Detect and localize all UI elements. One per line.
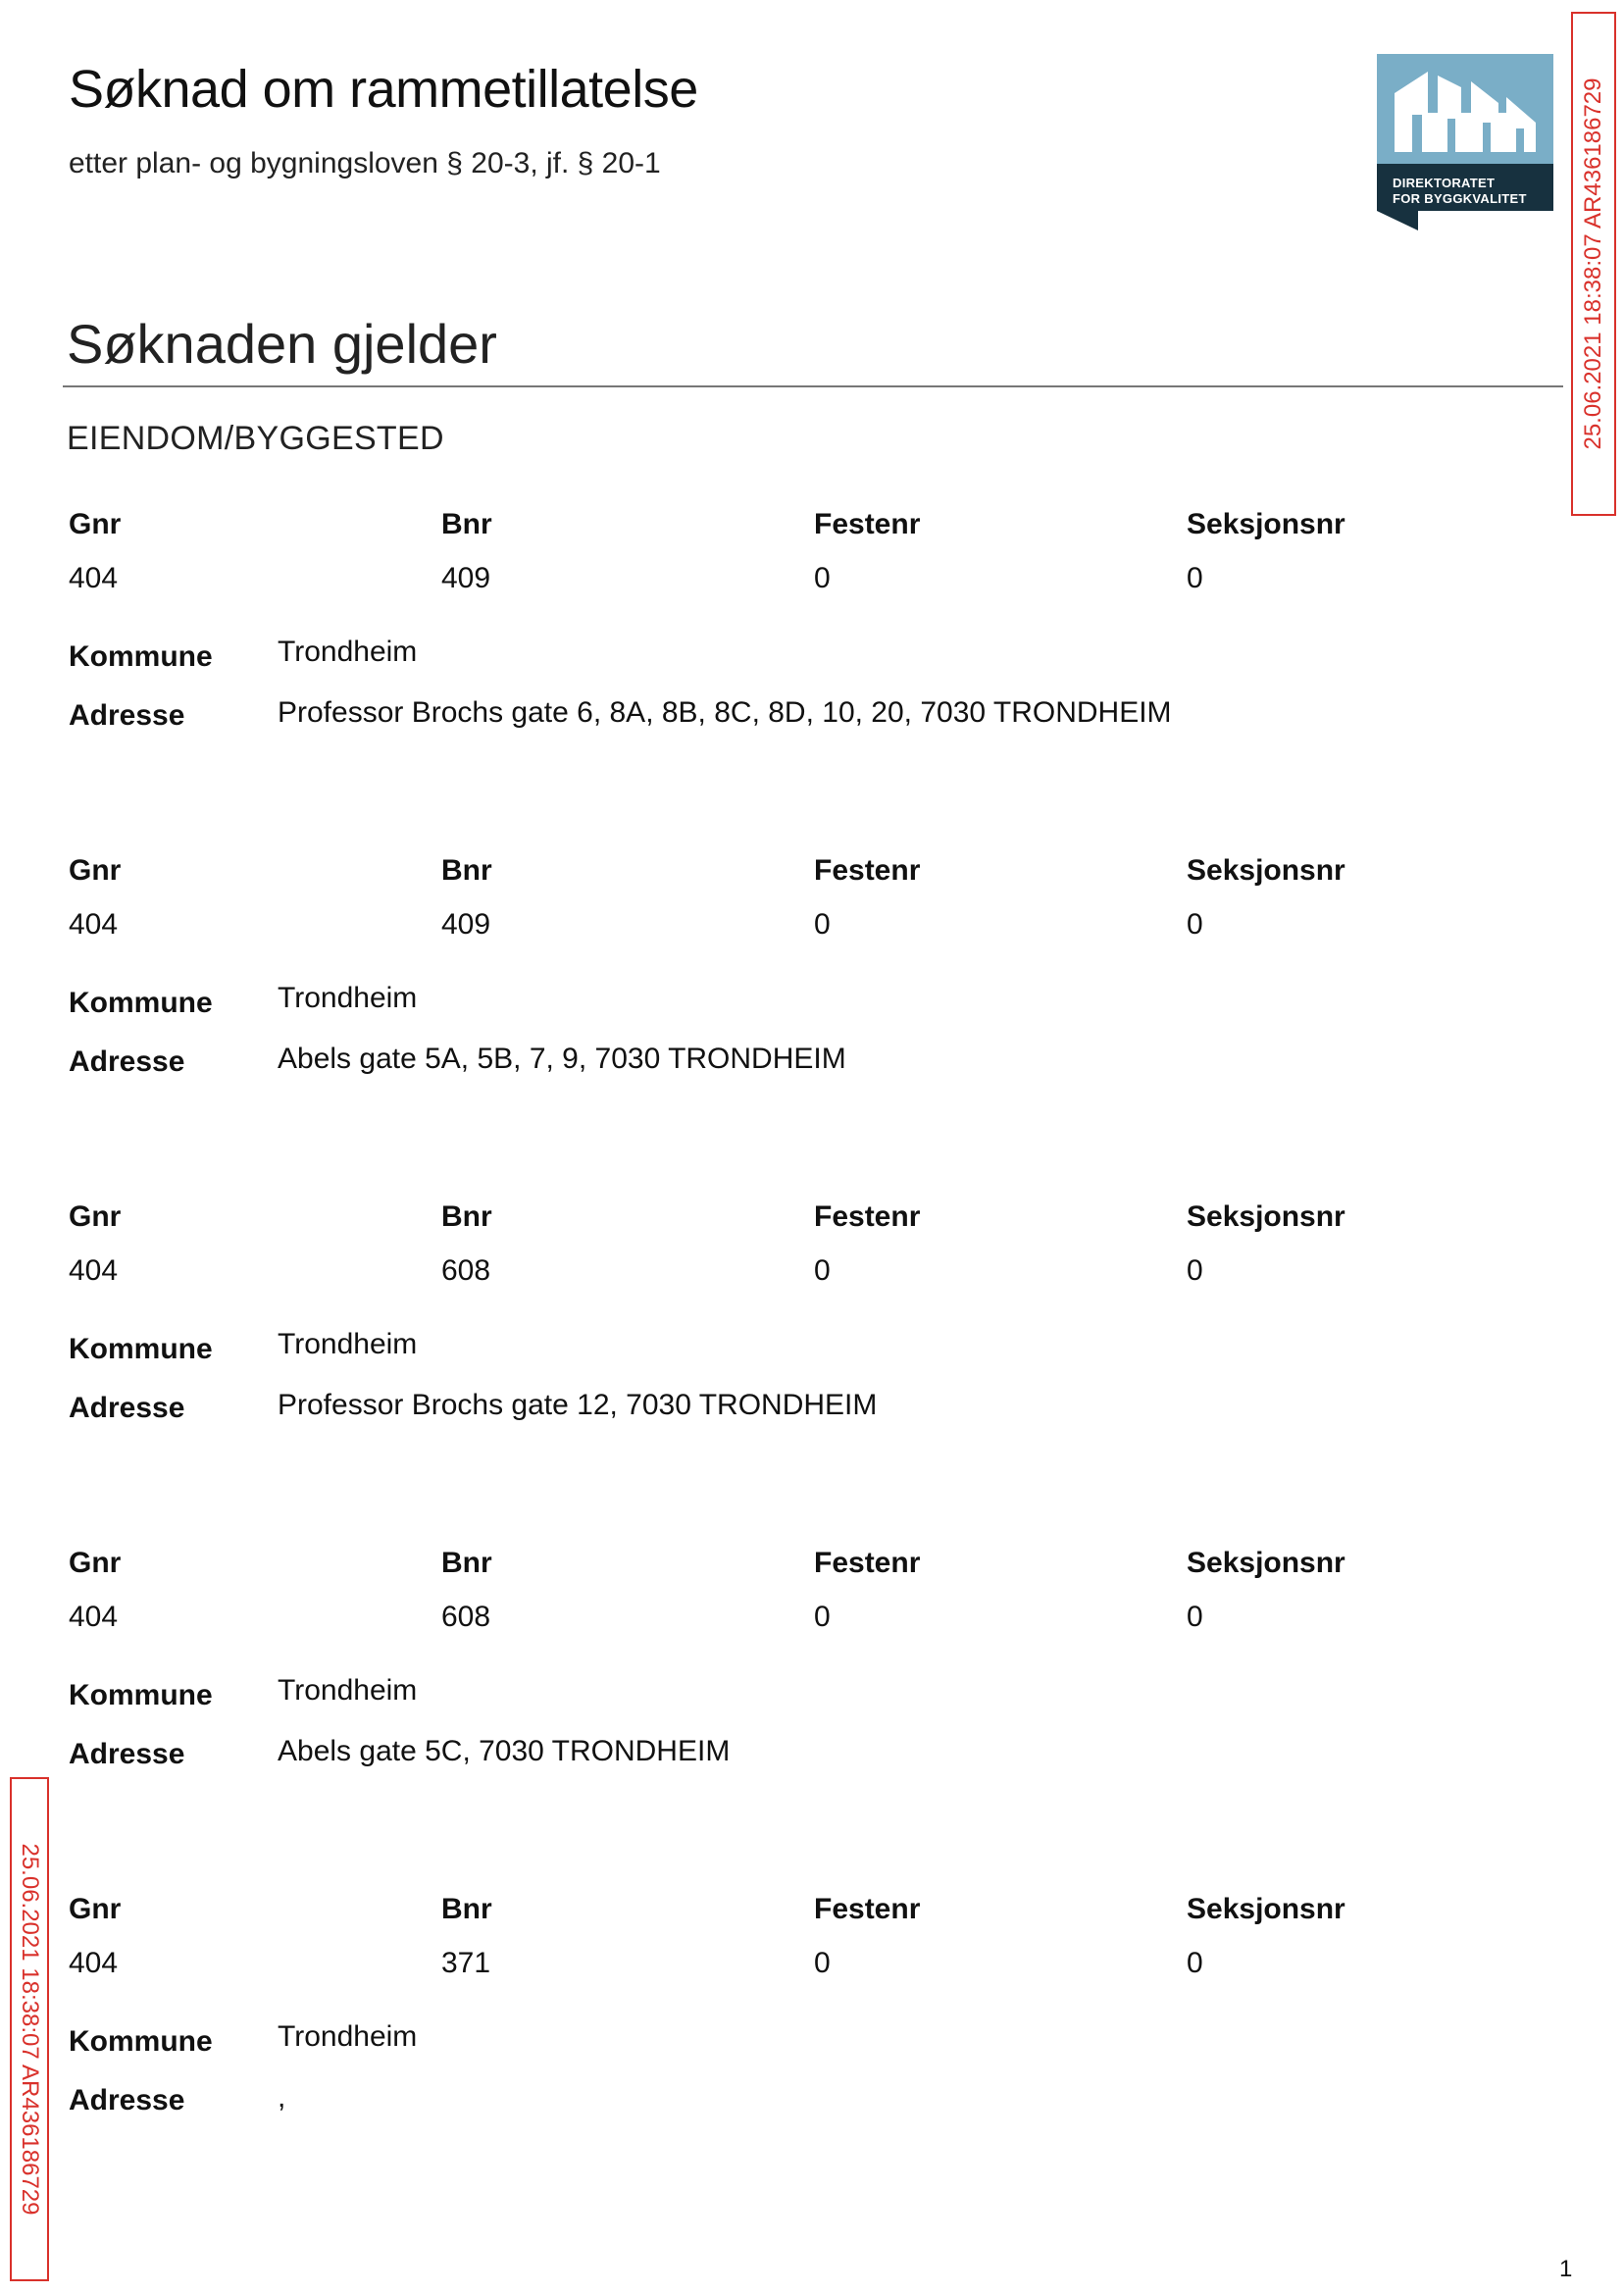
festenr-label: Festenr bbox=[814, 508, 921, 540]
seksjonsnr-label: Seksjonsnr bbox=[1187, 1547, 1345, 1579]
adresse-label: Adresse bbox=[69, 699, 185, 732]
seksjonsnr-label: Seksjonsnr bbox=[1187, 1893, 1345, 1925]
adresse-label: Adresse bbox=[69, 1392, 185, 1424]
bnr-label: Bnr bbox=[441, 1547, 492, 1579]
bnr-label: Bnr bbox=[441, 1893, 492, 1925]
kommune-value: Trondheim bbox=[278, 2020, 418, 2053]
kommune-label: Kommune bbox=[69, 1333, 213, 1365]
bnr-label: Bnr bbox=[441, 854, 492, 887]
adresse-value: Abels gate 5A, 5B, 7, 9, 7030 TRONDHEIM bbox=[278, 1043, 846, 1075]
gnr-label: Gnr bbox=[69, 1547, 122, 1579]
seksjonsnr-value: 0 bbox=[1187, 1601, 1203, 1633]
page-number: 1 bbox=[1559, 2256, 1573, 2282]
gnr-value: 404 bbox=[69, 562, 119, 594]
festenr-value: 0 bbox=[814, 1947, 831, 1979]
kommune-label: Kommune bbox=[69, 1679, 213, 1711]
gnr-value: 404 bbox=[69, 908, 119, 941]
kommune-value: Trondheim bbox=[278, 1328, 418, 1360]
bnr-value: 608 bbox=[441, 1254, 491, 1287]
bnr-label: Bnr bbox=[441, 508, 492, 540]
gnr-value: 404 bbox=[69, 1947, 119, 1979]
seksjonsnr-value: 0 bbox=[1187, 908, 1203, 941]
adresse-label: Adresse bbox=[69, 1045, 185, 1078]
document-title: Søknad om rammetillatelse bbox=[69, 60, 698, 119]
festenr-label: Festenr bbox=[814, 854, 921, 887]
logo-text-line1: DIREKTORATET bbox=[1393, 176, 1496, 190]
document-subtitle: etter plan- og bygningsloven § 20-3, jf. § 20-1 bbox=[69, 147, 661, 179]
logo-buildings-icon bbox=[1377, 54, 1553, 164]
logo-tab-icon bbox=[1377, 211, 1553, 240]
bnr-value: 608 bbox=[441, 1601, 491, 1633]
festenr-value: 0 bbox=[814, 908, 831, 941]
receipt-stamp-right bbox=[1571, 12, 1616, 516]
section-title: Søknaden gjelder bbox=[67, 313, 497, 375]
festenr-value: 0 bbox=[814, 1601, 831, 1633]
section-divider bbox=[63, 385, 1563, 387]
dibk-logo bbox=[1377, 54, 1553, 240]
property-block bbox=[69, 854, 1520, 1109]
adresse-value: , bbox=[278, 2081, 286, 2114]
festenr-label: Festenr bbox=[814, 1547, 921, 1579]
adresse-value: Professor Brochs gate 12, 7030 TRONDHEIM bbox=[278, 1389, 878, 1421]
adresse-value: Professor Brochs gate 6, 8A, 8B, 8C, 8D, 10, 20, 7030 TRONDHEIM bbox=[278, 696, 1172, 729]
kommune-value: Trondheim bbox=[278, 982, 418, 1014]
kommune-label: Kommune bbox=[69, 2025, 213, 2058]
kommune-label: Kommune bbox=[69, 640, 213, 673]
gnr-value: 404 bbox=[69, 1601, 119, 1633]
kommune-value: Trondheim bbox=[278, 1674, 418, 1707]
seksjonsnr-value: 0 bbox=[1187, 1254, 1203, 1287]
adresse-label: Adresse bbox=[69, 2084, 185, 2116]
seksjonsnr-label: Seksjonsnr bbox=[1187, 508, 1345, 540]
adresse-label: Adresse bbox=[69, 1738, 185, 1770]
gnr-label: Gnr bbox=[69, 854, 122, 887]
seksjonsnr-label: Seksjonsnr bbox=[1187, 854, 1345, 887]
adresse-value: Abels gate 5C, 7030 TRONDHEIM bbox=[278, 1735, 731, 1767]
gnr-label: Gnr bbox=[69, 1893, 122, 1925]
gnr-value: 404 bbox=[69, 1254, 119, 1287]
subsection-title: EIENDOM/BYGGESTED bbox=[67, 420, 444, 457]
property-block bbox=[69, 1200, 1520, 1455]
kommune-label: Kommune bbox=[69, 987, 213, 1019]
bnr-value: 371 bbox=[441, 1947, 491, 1979]
festenr-value: 0 bbox=[814, 1254, 831, 1287]
logo-text-line2: FOR BYGGKVALITET bbox=[1393, 191, 1527, 206]
receipt-stamp-left bbox=[10, 1777, 49, 2281]
kommune-value: Trondheim bbox=[278, 636, 418, 668]
festenr-value: 0 bbox=[814, 562, 831, 594]
festenr-label: Festenr bbox=[814, 1200, 921, 1233]
bnr-value: 409 bbox=[441, 562, 491, 594]
receipt-stamp-text: 25.06.2021 18:38:07 AR436186729 bbox=[17, 1843, 43, 2216]
receipt-stamp-text: 25.06.2021 18:38:07 AR436186729 bbox=[1580, 77, 1606, 450]
bnr-label: Bnr bbox=[441, 1200, 492, 1233]
seksjonsnr-value: 0 bbox=[1187, 1947, 1203, 1979]
gnr-label: Gnr bbox=[69, 1200, 122, 1233]
property-block bbox=[69, 1893, 1520, 2148]
gnr-label: Gnr bbox=[69, 508, 122, 540]
property-block bbox=[69, 508, 1520, 763]
property-block bbox=[69, 1547, 1520, 1802]
seksjonsnr-label: Seksjonsnr bbox=[1187, 1200, 1345, 1233]
seksjonsnr-value: 0 bbox=[1187, 562, 1203, 594]
bnr-value: 409 bbox=[441, 908, 491, 941]
festenr-label: Festenr bbox=[814, 1893, 921, 1925]
